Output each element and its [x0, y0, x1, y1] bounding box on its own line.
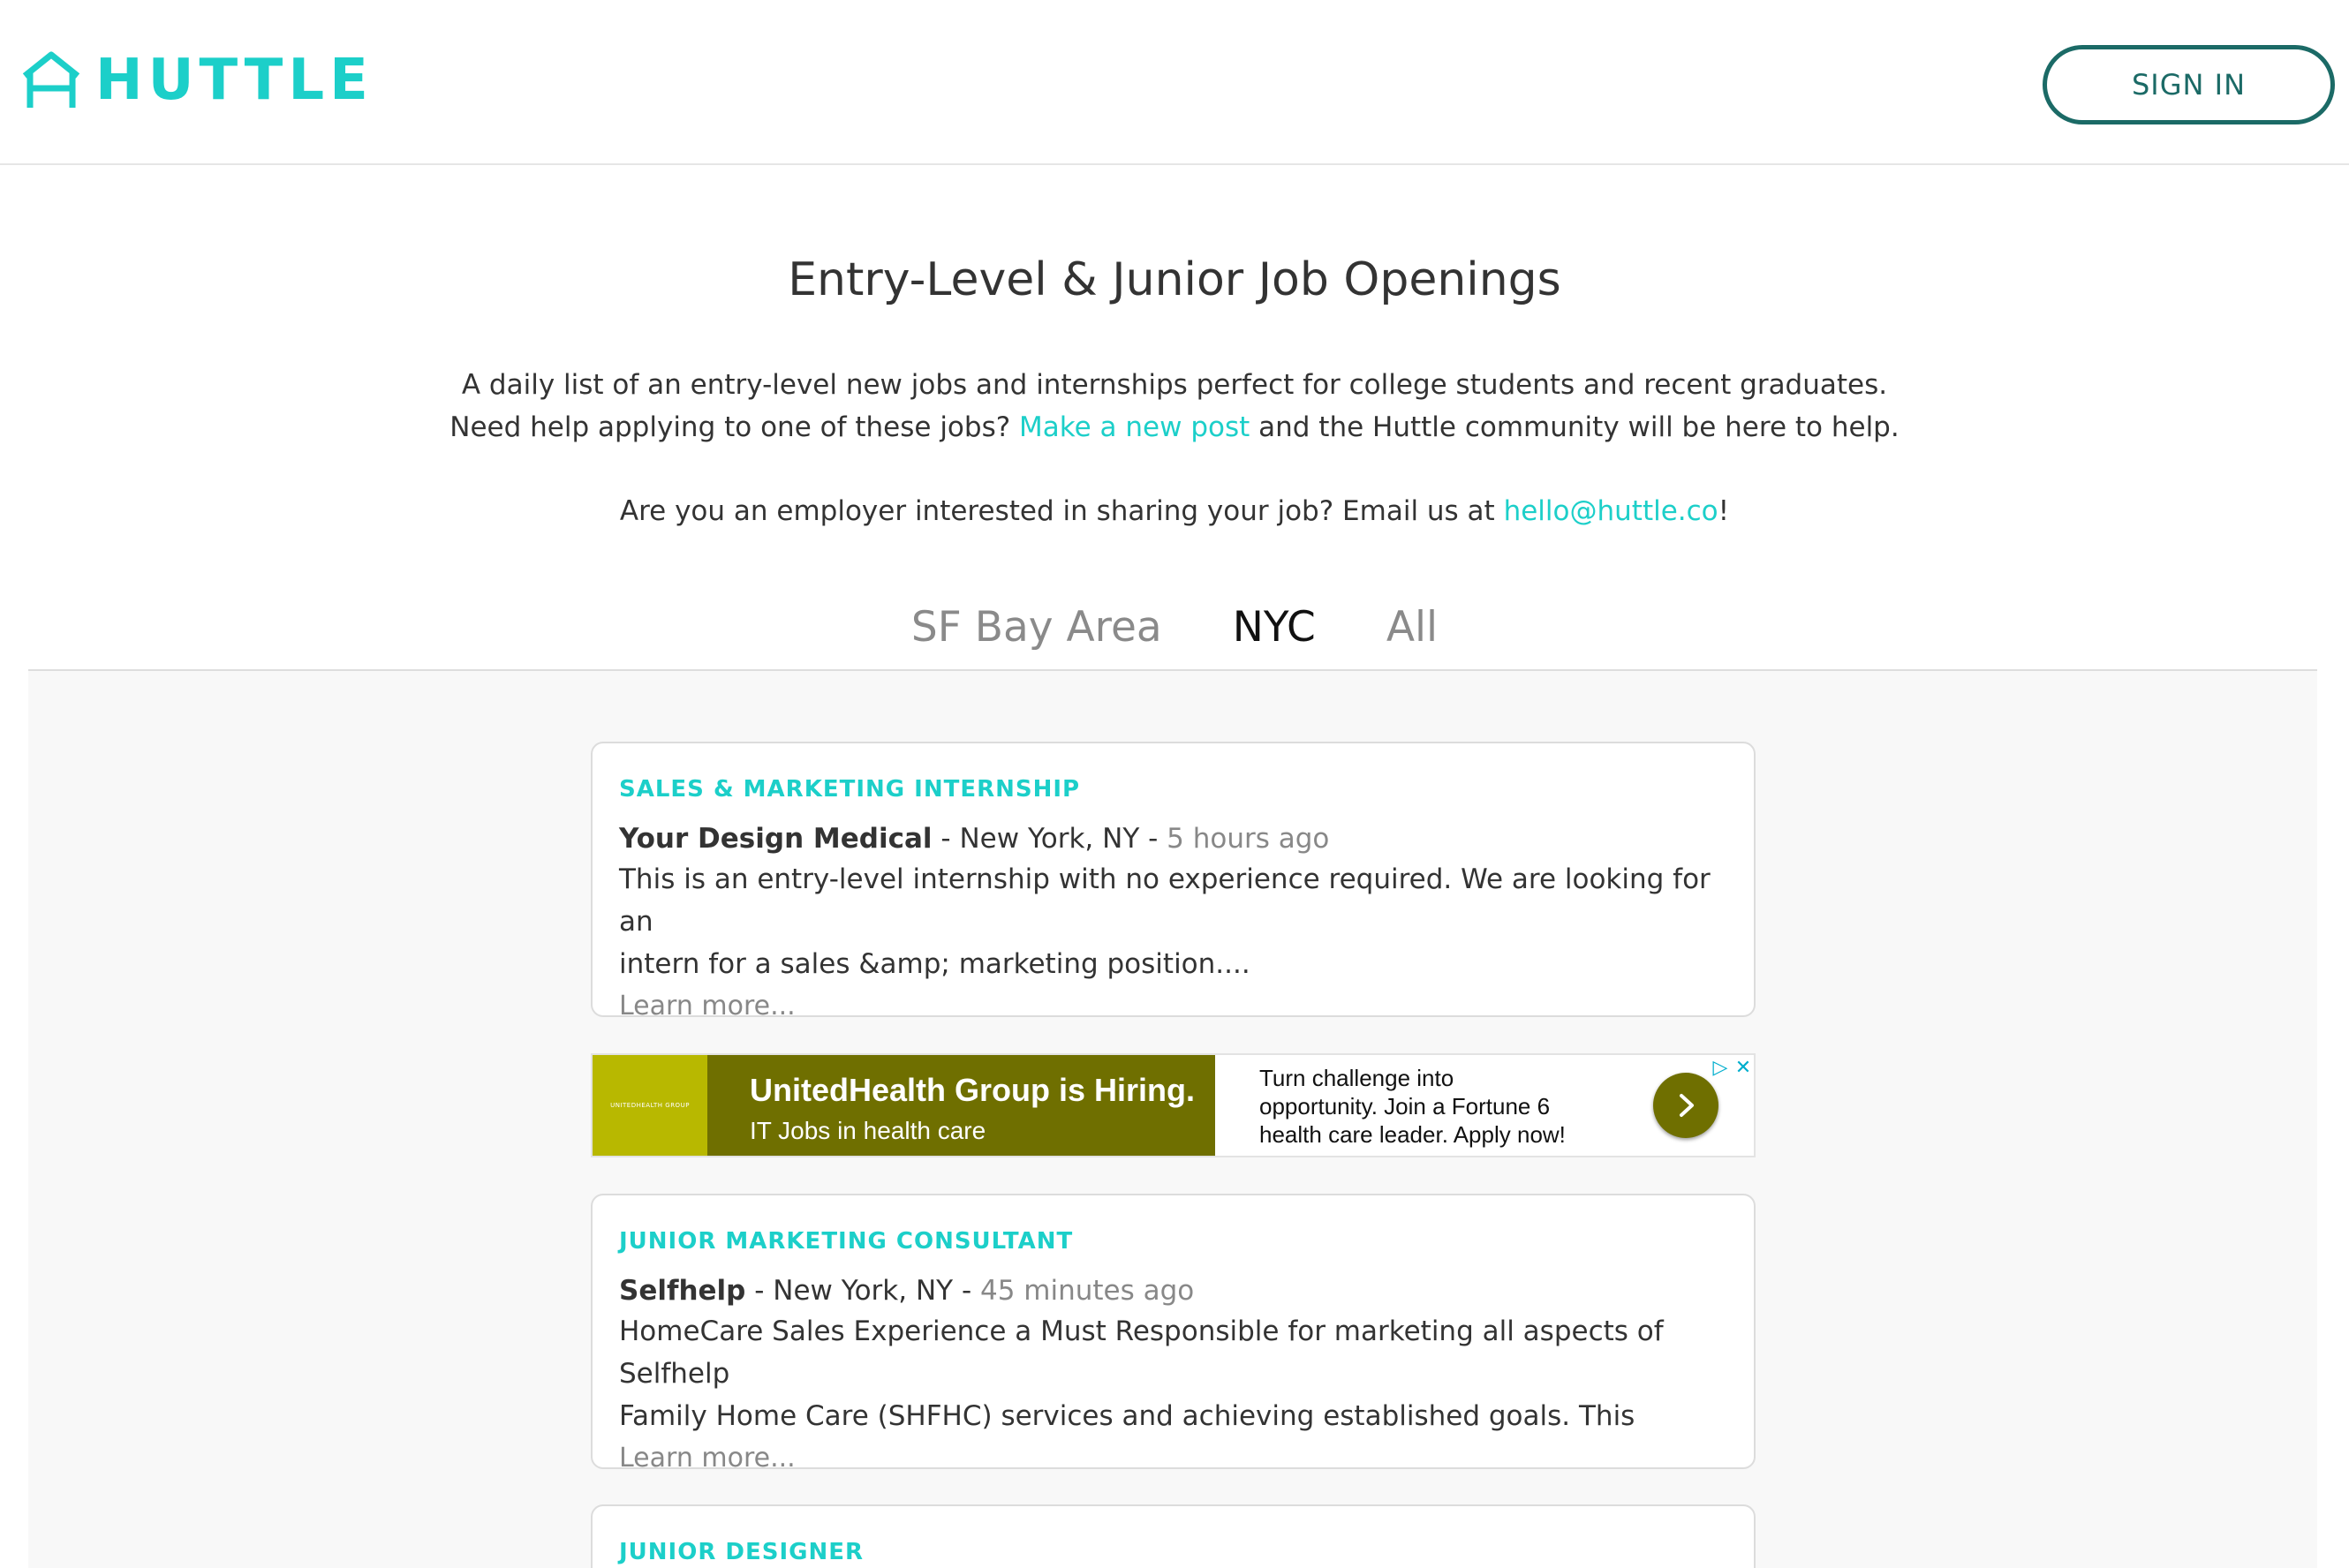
ad-headline: UnitedHealth Group is Hiring.: [750, 1072, 1196, 1108]
meta-separator: -: [1148, 823, 1159, 855]
snippet-line: intern for a sales &amp; marketing position....: [619, 948, 1250, 980]
ad-subline: IT Jobs in health care: [750, 1117, 986, 1144]
employer-note: [0, 490, 2349, 532]
location-tabs: [0, 592, 2349, 662]
job-snippet: [619, 858, 1727, 985]
meta-separator: -: [940, 823, 951, 855]
description-text: Need help applying to one of these jobs?: [449, 411, 1020, 443]
ad-brand-logo: [593, 1055, 707, 1156]
job-snippet: [619, 1310, 1727, 1437]
job-meta: [619, 1271, 1727, 1310]
job-title[interactable]: SALES & MARKETING INTERNSHIP: [619, 776, 1081, 803]
job-title[interactable]: JUNIOR DESIGNER: [619, 1539, 865, 1565]
email-link[interactable]: hello@huttle.co: [1503, 495, 1718, 527]
job-company: Selfhelp: [619, 1275, 746, 1307]
employer-text: !: [1718, 495, 1730, 527]
job-company: Your Design Medical: [619, 823, 933, 855]
description-line-1: A daily list of an entry-level new jobs and internships perfect for college students and recent graduates.: [461, 369, 1888, 401]
meta-separator: -: [961, 1275, 972, 1307]
site-header: [0, 0, 2349, 165]
description-text: and the Huttle community will be here to help.: [1250, 411, 1900, 443]
ad-logo-text: UNITEDHEALTH GROUP: [610, 1102, 690, 1109]
ad-choices-icon[interactable]: ▷: [1712, 1056, 1728, 1079]
ad-copy-line: opportunity. Join a Fortune 6: [1259, 1093, 1551, 1119]
sign-in-button[interactable]: SIGN IN: [2043, 45, 2335, 124]
ad-copy: [1215, 1055, 1639, 1156]
page-description: [0, 364, 2349, 449]
tab-all[interactable]: All: [1386, 602, 1439, 652]
job-location: New York, NY: [959, 823, 1140, 855]
employer-text: Are you an employer interested in sharing your job? Email us at: [619, 495, 1504, 527]
sponsored-ad[interactable]: [591, 1053, 1756, 1157]
learn-more-link[interactable]: Learn more...: [619, 991, 796, 1021]
huttle-logo[interactable]: [19, 49, 374, 111]
job-posted-time: 45 minutes ago: [979, 1275, 1195, 1307]
tab-nyc[interactable]: NYC: [1232, 602, 1316, 652]
description-line-2: [0, 406, 2349, 449]
ad-arrow-button[interactable]: [1653, 1073, 1718, 1138]
snippet-line: This is an entry-level internship with no experience required. We are looking for an: [619, 863, 1711, 938]
job-card[interactable]: [591, 742, 1756, 1021]
ad-choices: [1709, 1055, 1755, 1080]
job-posted-time: 5 hours ago: [1167, 823, 1330, 855]
chevron-right-icon: [1671, 1090, 1701, 1120]
snippet-line: Family Home Care (SHFHC) services and achieving established goals. This: [619, 1400, 1635, 1432]
tab-sf-bay-area[interactable]: SF Bay Area: [910, 602, 1162, 652]
make-new-post-link[interactable]: Make a new post: [1019, 411, 1250, 443]
job-location: New York, NY: [773, 1275, 954, 1307]
page-title: Entry-Level & Junior Job Openings: [788, 253, 1561, 306]
ad-copy-line: health care leader. Apply now!: [1259, 1121, 1566, 1148]
meta-separator: -: [754, 1275, 765, 1307]
logo-text: HUTTLE: [95, 48, 374, 113]
job-meta: [619, 819, 1727, 858]
house-icon: [19, 49, 83, 111]
ad-close-icon[interactable]: ✕: [1734, 1056, 1752, 1079]
job-card[interactable]: [591, 1504, 1756, 1568]
job-card[interactable]: [591, 1194, 1756, 1474]
ad-copy-line: Turn challenge into: [1259, 1065, 1454, 1091]
ad-banner[interactable]: [707, 1055, 1215, 1156]
snippet-line: HomeCare Sales Experience a Must Responsible for marketing all aspects of Selfhelp: [619, 1315, 1664, 1390]
job-title[interactable]: JUNIOR MARKETING CONSULTANT: [619, 1228, 1074, 1255]
learn-more-link[interactable]: Learn more...: [619, 1443, 796, 1474]
